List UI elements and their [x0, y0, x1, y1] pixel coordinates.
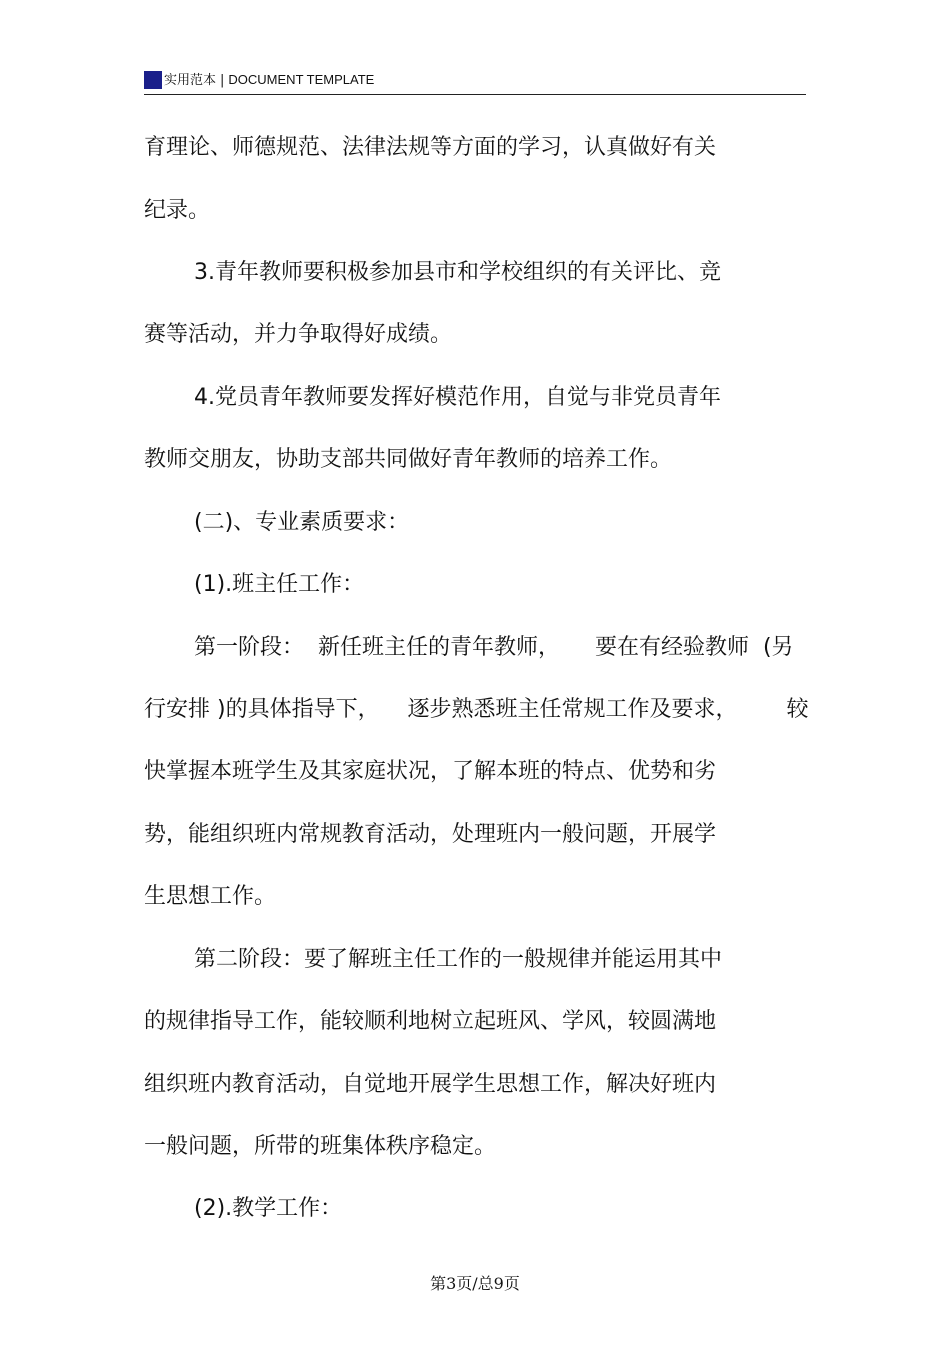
section-heading: (二)、专业素质要求： [194, 510, 410, 535]
body-line: 组织班内教育活动，自觉地开展学生思想工作，解决好班内 [144, 1072, 717, 1097]
header-separator: | [220, 73, 225, 88]
subsection-heading: (2).教学工作： [194, 1196, 343, 1221]
header-title-en: DOCUMENT TEMPLATE [228, 72, 375, 87]
body-line: 纪录。 [144, 198, 211, 223]
body-line: 3.青年教师要积极参加县市和学校组织的有关评比、竞 [194, 260, 721, 285]
page-header [144, 70, 806, 95]
body-line: 一般问题，所带的班集体秩序稳定。 [144, 1134, 497, 1159]
body-line: 4.党员青年教师要发挥好模范作用，自觉与非党员青年 [194, 385, 721, 410]
body-line: 快掌握本班学生及其家庭状况，了解本班的特点、优势和劣 [144, 759, 717, 784]
subsection-heading: (1).班主任工作： [194, 572, 365, 597]
body-line: 第一阶段： 新任班主任的青年教师， 要在有经验教师 (另 [194, 635, 794, 660]
body-line: 的规律指导工作，能较顺利地树立起班风、学风，较圆满地 [144, 1009, 717, 1034]
header-title-cn: 实用范本 [164, 73, 217, 88]
body-line: 育理论、师德规范、法律法规等方面的学习，认真做好有关 [144, 135, 717, 160]
header-logo-square [144, 71, 162, 89]
body-line: 行安排 )的具体指导下， 逐步熟悉班主任常规工作及要求， 较 [144, 697, 809, 722]
body-line: 势，能组织班内常规教育活动，处理班内一般问题，开展学 [144, 822, 717, 847]
body-line: 生思想工作。 [144, 884, 277, 909]
body-line: 第二阶段：要了解班主任工作的一般规律并能运用其中 [194, 947, 723, 972]
body-line: 赛等活动，并力争取得好成绩。 [144, 322, 453, 347]
header-title [164, 71, 374, 90]
body-line: 教师交朋友，协助支部共同做好青年教师的培养工作。 [144, 447, 673, 472]
page-number: 第3页/总9页 [430, 1274, 520, 1293]
